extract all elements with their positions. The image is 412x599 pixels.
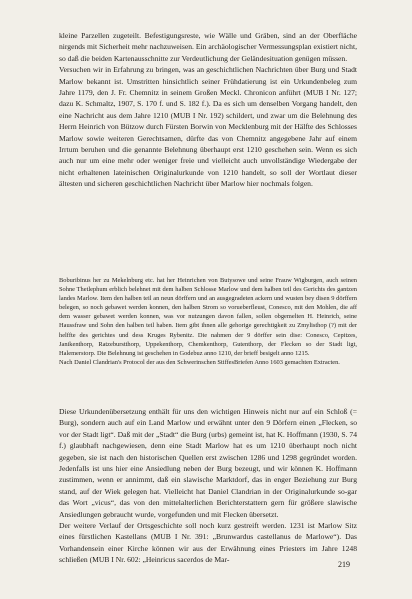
body-text-bottom (59, 406, 357, 566)
quoted-document (59, 276, 357, 367)
body-text-top (59, 30, 357, 190)
quote-paragraph: Boburibinus her zu Mekelnburg etc. hat her Heinrichen von Butysowe und seine Frauw Wigburgen, auch seinen Sohne Thetlephum erblich belehnet mit dem halben Schlosse Marlow und dem halben teil des Gerichts des gantzen landes Marlow. Item den halben teil an neun dörffern und an ausgegradeten ackern und wusten bey disen 9 dörffern belegen, so noch gebawet werden konnen, den halben Strom so vorueberfleust, Conesco, mit den Mohlen, die aff dem wasser gebawet werden konnen, was vor nutzungen davon fallen, sollen obgemelten H. Heinrich, seine Haussfraw und Sohn den halben teil haben. Item gibt ihnen alle gehorige gerechtigkeit zu Zmylisthop (?) mit der helffte des gerichtes und dess Kruges Rybenitz. Die nahmen der 9 dörffer sein dise: Conesco, Cepitzes, Janikenthorp, Ratzeburstthorp, Uppekenthorp, Chemkenthorp, Gutenthorp, der Flecken so der Stadt ligt, Halemerstorp. Die Belehnung ist geschehen in Godebuz anno 1210, der brieff besigelt anno 1215. (59, 277, 357, 357)
quote-source: Nach Daniel Clandrian's Protocol der aus den Schwerinschen StiffesBriefen Anno 1603 gemachten Extracten. (59, 358, 340, 366)
paragraph: Diese Urkundenübersetzung enthält für uns den wichtigen Hinweis nicht nur auf ein Schloß (= Burg), sondern auch auf ein Land Marlow und erwähnt unter den 9 Dörfern einen „Flecken, so vor der Stadt ligt“. Daß mit der „Stadt“ die Burg (urbs) gemeint ist, hat K. Hoffmann (1930, S. 74 f.) glaubhaft nachgewiesen, denn eine Stadt Marlow hat es um 1210 überhaupt noch nicht gegeben, sie ist nach den historischen Quellen erst zwischen 1286 und 1298 gegründet worden. Jedenfalls ist uns hier eine Ansiedlung neben der Burg bezeugt, und wir können K. Hoffmann zustimmen, wenn er annimmt, daß ein slawische Marktdorf, das in enger Beziehung zur Burg stand, auf der Wiek gelegen hat. Vielleicht hat Daniel Clandrian in der Originalurkunde so-gar das Wort „vicus“, das von den mittelalterlichen Berichterstattern gern für größere slawische Ansiedlungen gebraucht wurde, vorgefunden und mit Flecken übersetzt. (59, 407, 357, 519)
page-number: 219 (338, 560, 350, 569)
paragraph: kleine Parzellen zugeteilt. Befestigungsreste, wie Wälle und Gräben, sind an der Oberfläche nirgends mit Sicherheit mehr nachzuweisen. Ein archäologischer Vermessungsplan existiert nicht, so daß die beiden Kartenausschnitte zur Verdeutlichung der Geländesituation genügen müssen. (59, 31, 357, 63)
paragraph: Versuchen wir in Erfahrung zu bringen, was an geschichtlichen Nachrichten über Burg und Stadt Marlow bekannt ist. Umstritten hinsichtlich seiner Frühdatierung ist ein Urkundenbeleg zum Jahre 1179, den J. Fr. Chemnitz in seinem Großen Meckl. Chronicon anführt (MUB I Nr. 127; dazu K. Schmaltz, 1907, S. 170 f. und S. 182 f.). Da es sich um denselben Vorgang handelt, den eine Nachricht aus dem Jahre 1210 (MUB I Nr. 192) schildert, und zwar um die Belehnung des Herrn Heinrich von Bützow durch Fürsten Borwin von Mecklenburg mit der Hälfte des Schlosses Marlow sowie weiteren Gerechtsamen, dürfte das von Chemnitz angegebene Jahr auf einem Irrtum beruhen und die genannte Belehnung überhaupt erst 1210 geschehen sein. Wenn es sich auch nur um eine mehr oder weniger freie und vielleicht auch unvollständige Wiedergabe der nicht erhaltenen lateinischen Originalurkunde von 1210 handelt, so soll der Wortlaut dieser ältesten und sicheren geschichtlichen Nachricht über Marlow hier nochmals folgen. (59, 65, 357, 189)
paragraph: Der weitere Verlauf der Ortsgeschichte soll noch kurz gestreift werden. 1231 ist Marlow Sitz eines fürstlichen Kastellans (MUB I Nr. 391: „Brunwardus castellanus de Marlowe“). Das Vorhandensein einer Kirche können wir aus der Erwähnung eines Priesters im Jahre 1248 schließen (MUB I Nr. 602: „Heinricus sacerdos de Mar- (59, 521, 357, 565)
